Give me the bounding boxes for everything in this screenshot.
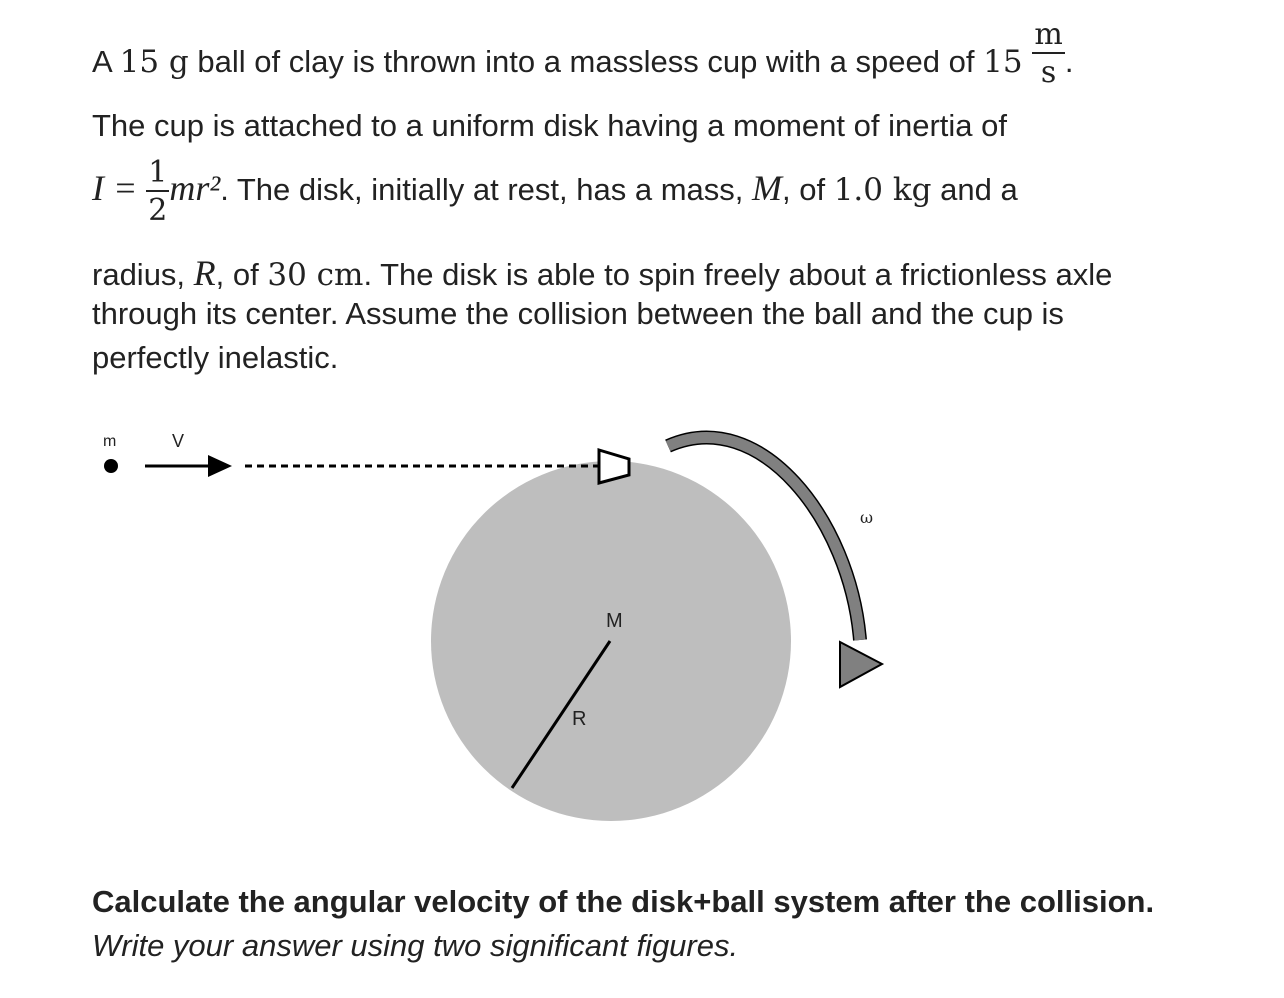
speed-value: 15	[983, 44, 1033, 81]
clay-ball	[104, 459, 118, 473]
text: and a	[931, 172, 1018, 208]
disk-mass-value: 1.0 kg	[833, 172, 932, 209]
text: A	[92, 44, 120, 80]
text: ball of clay is thrown into a massless cup with a speed of	[188, 44, 984, 80]
label-radius: R	[572, 708, 587, 730]
radius-symbol: R	[193, 253, 216, 293]
unit-numerator: m	[1034, 17, 1063, 52]
mass-symbol: M	[752, 168, 782, 209]
rotation-arrowhead	[840, 642, 882, 687]
label-m: m	[103, 433, 117, 450]
text: , of	[215, 257, 268, 292]
fraction-numerator: 1	[148, 155, 168, 190]
fraction-denominator: 2	[148, 193, 168, 228]
disk	[431, 461, 791, 821]
radius-value: 30 cm	[267, 257, 364, 293]
text: radius,	[92, 257, 194, 292]
question-instruction: Write your answer using two significant figures.	[92, 928, 739, 963]
unit-denominator: s	[1040, 55, 1057, 90]
label-disk-mass: M	[606, 610, 623, 632]
velocity-arrowhead	[208, 455, 232, 477]
inertia-symbol: I =	[92, 168, 147, 209]
text: . The disk, initially at rest, has a mass,	[220, 172, 752, 208]
text: , of	[782, 172, 834, 208]
problem-line-6: perfectly inelastic.	[92, 340, 339, 375]
label-omega: ω	[860, 508, 874, 527]
label-v: V	[172, 431, 185, 451]
problem-line-5: through its center. Assume the collision between the ball and the cup is	[92, 296, 1064, 331]
problem-line-2: The cup is attached to a uniform disk having a moment of inertia of	[92, 108, 1007, 143]
text: . The disk is able to spin freely about a frictionless axle	[363, 257, 1113, 292]
mass-value: 15 g	[119, 44, 189, 81]
text: .	[1064, 44, 1074, 80]
question-prompt: Calculate the angular velocity of the disk+ball system after the collision.	[92, 884, 1155, 919]
mr-squared: mr²	[169, 168, 221, 209]
